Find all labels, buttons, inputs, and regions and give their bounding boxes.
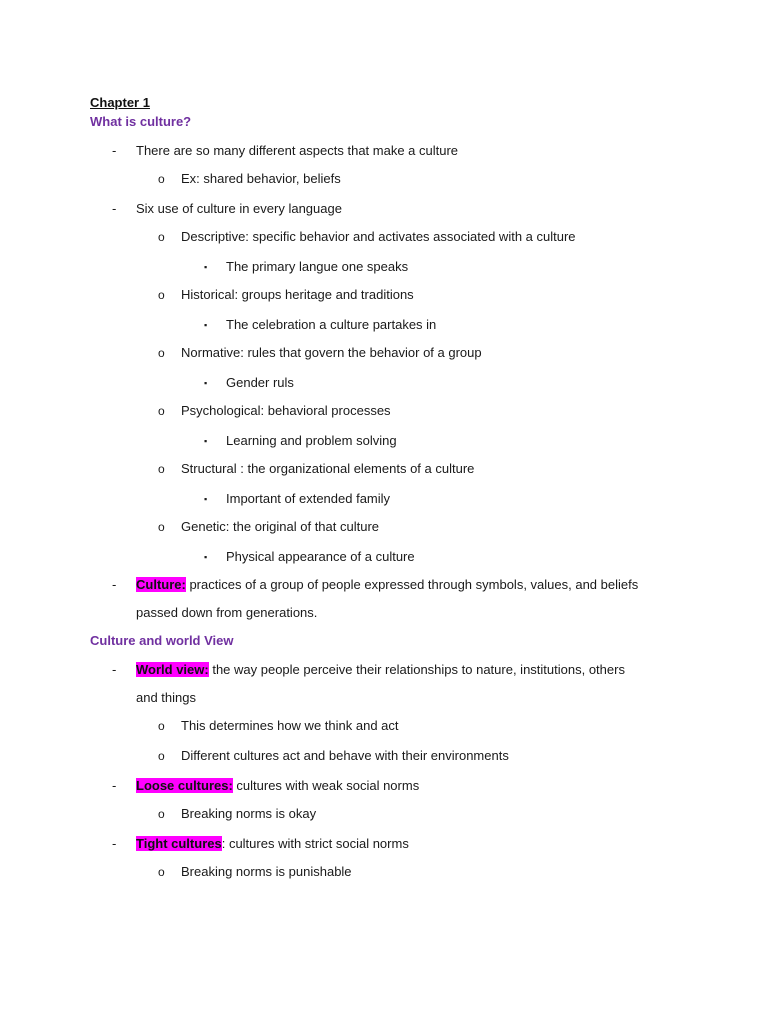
dash-bullet: -	[112, 143, 117, 158]
dash-bullet: -	[112, 836, 117, 851]
definition-text: practices of a group of people expressed through symbols, values, and beliefs	[185, 577, 639, 592]
list-item: This determines how we think and act	[181, 718, 399, 733]
dash-bullet: -	[112, 662, 117, 677]
circle-bullet: o	[158, 719, 165, 733]
square-bullet: ▪	[204, 552, 208, 562]
list-item-continuation: and things	[136, 690, 196, 705]
section-heading-what-is-culture: What is culture?	[90, 114, 192, 129]
dash-bullet: -	[112, 778, 117, 793]
list-item: Ex: shared behavior, beliefs	[181, 171, 341, 186]
square-bullet: ▪	[204, 378, 208, 388]
list-item: Normative: rules that govern the behavior of a group	[181, 345, 482, 360]
list-item: Learning and problem solving	[226, 433, 397, 448]
list-item-tight-cultures	[136, 835, 409, 853]
list-item: Descriptive: specific behavior and activates associated with a culture	[181, 229, 576, 244]
list-item: The primary langue one speaks	[226, 259, 409, 274]
list-item: Psychological: behavioral processes	[181, 403, 391, 418]
square-bullet: ▪	[204, 262, 208, 272]
list-item: Genetic: the original of that culture	[181, 519, 380, 534]
circle-bullet: o	[158, 749, 165, 763]
circle-bullet: o	[158, 520, 165, 534]
list-item: Physical appearance of a culture	[226, 549, 415, 564]
circle-bullet: o	[158, 462, 165, 476]
circle-bullet: o	[158, 404, 165, 418]
list-item: Breaking norms is punishable	[181, 864, 352, 879]
definition-text: : cultures with strict social norms	[221, 836, 409, 851]
list-item: Historical: groups heritage and traditions	[181, 287, 414, 302]
section-heading-culture-and-world-view: Culture and world View	[90, 633, 234, 648]
list-item: Gender ruls	[226, 375, 294, 390]
highlighted-term: Loose cultures:	[136, 778, 233, 793]
list-item: The celebration a culture partakes in	[226, 317, 437, 332]
circle-bullet: o	[158, 172, 165, 186]
list-item-culture-definition	[136, 576, 638, 594]
circle-bullet: o	[158, 230, 165, 244]
list-item-loose-cultures	[136, 777, 419, 795]
circle-bullet: o	[158, 346, 165, 360]
list-item-continuation: passed down from generations.	[136, 605, 318, 620]
dash-bullet: -	[112, 201, 117, 216]
square-bullet: ▪	[204, 320, 208, 330]
circle-bullet: o	[158, 288, 165, 302]
list-item-world-view-definition	[136, 661, 625, 679]
dash-bullet: -	[112, 577, 117, 592]
list-item: Breaking norms is okay	[181, 806, 317, 821]
list-item: Six use of culture in every language	[136, 201, 342, 216]
definition-text: the way people perceive their relationships to nature, institutions, others	[208, 662, 625, 677]
chapter-title: Chapter 1	[90, 95, 150, 110]
list-item: Important of extended family	[226, 491, 391, 506]
list-item: There are so many different aspects that make a culture	[136, 143, 459, 158]
circle-bullet: o	[158, 807, 165, 821]
highlighted-term: World view:	[136, 662, 209, 677]
list-item: Different cultures act and behave with their environments	[181, 748, 509, 763]
highlighted-term: Tight cultures	[136, 836, 222, 851]
square-bullet: ▪	[204, 494, 208, 504]
list-item: Structural : the organizational elements of a culture	[181, 461, 475, 476]
circle-bullet: o	[158, 865, 165, 879]
definition-text: cultures with weak social norms	[232, 778, 420, 793]
square-bullet: ▪	[204, 436, 208, 446]
highlighted-term: Culture:	[136, 577, 186, 592]
